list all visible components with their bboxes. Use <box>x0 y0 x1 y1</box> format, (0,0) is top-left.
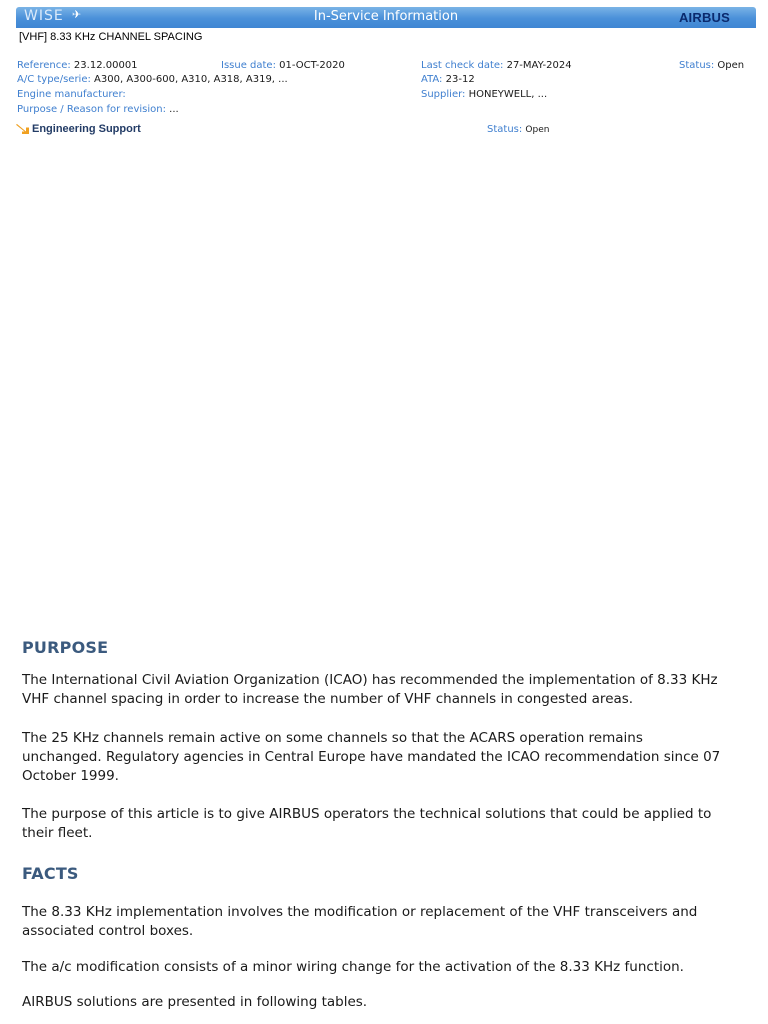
status-value: Open <box>717 60 745 71</box>
arrow-down-right-icon <box>16 123 30 135</box>
supplier-label: Supplier: <box>421 89 466 100</box>
purpose-revision-field <box>17 104 179 116</box>
issue-date-label: Issue date: <box>221 60 276 71</box>
purpose-revision-value: ... <box>169 104 179 115</box>
engineering-support-link[interactable] <box>16 123 141 135</box>
status-field <box>679 60 744 72</box>
status-label: Status: <box>679 60 715 71</box>
airbus-logo: AIRBUS <box>678 10 730 25</box>
engineering-support-label: Engineering Support <box>32 123 141 135</box>
ata-value: 23-12 <box>445 74 475 85</box>
purpose-heading: PURPOSE <box>22 638 109 657</box>
engine-label: Engine manufacturer: <box>17 89 126 100</box>
banner-title: In-Service Information <box>313 9 459 24</box>
supplier-value: HONEYWELL, ... <box>468 89 548 100</box>
facts-paragraph-2: The a/c modification consists of a minor wiring change for the activation of the 8.33 KHz function. <box>22 959 684 975</box>
ata-field <box>421 74 475 86</box>
reference-field <box>17 60 138 72</box>
last-check-value: 27-MAY-2024 <box>506 60 572 71</box>
facts-paragraph-3: AIRBUS solutions are presented in following tables. <box>22 994 368 1010</box>
facts-paragraph-1: The 8.33 KHz implementation involves the modification or replacement of the VHF transceivers and associated control boxes. <box>22 904 698 939</box>
engineering-status-value: Open <box>525 125 550 135</box>
purpose-paragraph-2: The 25 KHz channels remain active on some channels so that the ACARS operation remains unchanged. Regulatory agencies in Central Europe have mandated the ICAO recommendation since 07 October 1999. <box>22 730 721 784</box>
purpose-paragraph-1: The International Civil Aviation Organization (ICAO) has recommended the implementation of 8.33 KHz VHF channel spacing in order to increase the number of VHF channels in congested areas. <box>22 672 718 707</box>
document-title: [VHF] 8.33 KHz CHANNEL SPACING <box>19 31 203 43</box>
engineering-status-field <box>487 124 549 135</box>
purpose-paragraph-3: The purpose of this article is to give AIRBUS operators the technical solutions that could be applied to their fleet. <box>22 806 712 841</box>
engine-field <box>17 89 126 101</box>
purpose-revision-label: Purpose / Reason for revision: <box>17 104 166 115</box>
plane-icon: ✈ <box>72 8 82 21</box>
ac-type-field <box>17 74 288 86</box>
issue-date-field <box>221 60 345 72</box>
facts-heading: FACTS <box>22 864 79 883</box>
reference-label: Reference: <box>17 60 71 71</box>
supplier-field <box>421 89 547 101</box>
engineering-status-label: Status: <box>487 124 523 135</box>
reference-value: 23.12.00001 <box>73 60 138 71</box>
issue-date-value: 01-OCT-2020 <box>279 60 345 71</box>
last-check-label: Last check date: <box>421 60 504 71</box>
last-check-field <box>421 60 572 72</box>
ac-type-value: A300, A300-600, A310, A318, A319, ... <box>94 74 288 85</box>
header-banner <box>16 7 756 28</box>
ata-label: ATA: <box>421 74 443 85</box>
wise-logo: WISE <box>24 8 64 24</box>
ac-type-label: A/C type/serie: <box>17 74 91 85</box>
